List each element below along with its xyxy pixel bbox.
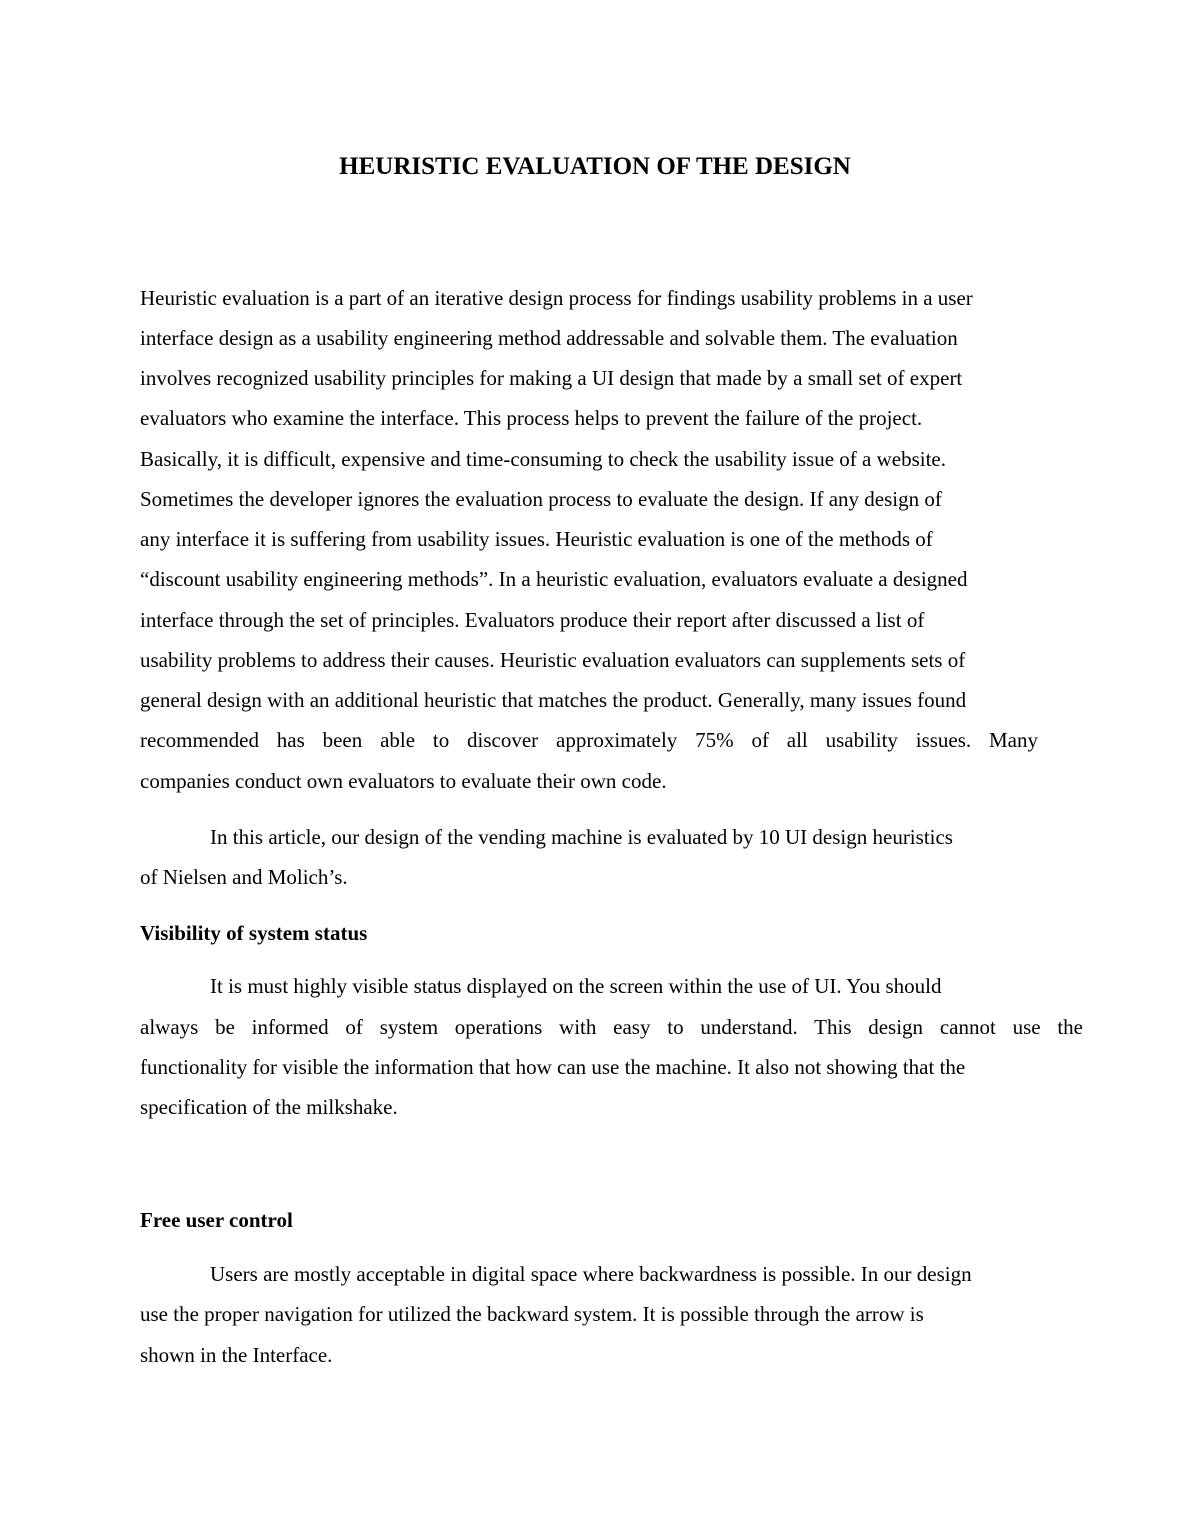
section-heading-free-user-control: Free user control bbox=[140, 1208, 293, 1232]
intro-line: “discount usability engineering methods”. In a heuristic evaluation, evaluators evaluate a designed bbox=[140, 567, 968, 591]
section-heading-visibility: Visibility of system status bbox=[140, 921, 368, 945]
intro-line: interface design as a usability engineering method addressable and solvable them. The evaluation bbox=[140, 326, 958, 350]
section-line: specification of the milkshake. bbox=[140, 1095, 398, 1119]
article-line: of Nielsen and Molich’s. bbox=[140, 865, 348, 889]
intro-line: general design with an additional heuristic that matches the product. Generally, many issues found bbox=[140, 688, 967, 712]
intro-line: evaluators who examine the interface. This process helps to prevent the failure of the project. bbox=[140, 406, 923, 430]
intro-line: recommended has been able to discover approximately 75% of all usability issues. Many bbox=[140, 728, 1038, 752]
intro-line: interface through the set of principles. Evaluators produce their report after discussed a list of bbox=[140, 608, 925, 632]
intro-line: Sometimes the developer ignores the evaluation process to evaluate the design. If any design of bbox=[140, 487, 942, 511]
document-title: HEURISTIC EVALUATION OF THE DESIGN bbox=[339, 153, 851, 180]
intro-line: any interface it is suffering from usability issues. Heuristic evaluation is one of the methods of bbox=[140, 527, 933, 551]
section-line: always be informed of system operations with easy to understand. This design cannot use the bbox=[140, 1015, 1083, 1039]
section-line: functionality for visible the information that how can use the machine. It also not showing that the bbox=[140, 1055, 966, 1079]
section-line: use the proper navigation for utilized the backward system. It is possible through the arrow is bbox=[140, 1302, 924, 1326]
intro-line: companies conduct own evaluators to evaluate their own code. bbox=[140, 769, 667, 793]
article-line: In this article, our design of the vending machine is evaluated by 10 UI design heuristics bbox=[210, 825, 953, 849]
section-line: shown in the Interface. bbox=[140, 1343, 333, 1367]
section-line: It is must highly visible status displayed on the screen within the use of UI. You should bbox=[210, 974, 942, 998]
intro-line: Basically, it is difficult, expensive and time-consuming to check the usability issue of a website. bbox=[140, 447, 946, 471]
intro-line: involves recognized usability principles for making a UI design that made by a small set of expert bbox=[140, 366, 963, 390]
section-line: Users are mostly acceptable in digital space where backwardness is possible. In our design bbox=[210, 1262, 972, 1286]
intro-line: Heuristic evaluation is a part of an iterative design process for findings usability problems in a user bbox=[140, 286, 973, 310]
intro-line: usability problems to address their causes. Heuristic evaluation evaluators can supplements sets of bbox=[140, 648, 966, 672]
